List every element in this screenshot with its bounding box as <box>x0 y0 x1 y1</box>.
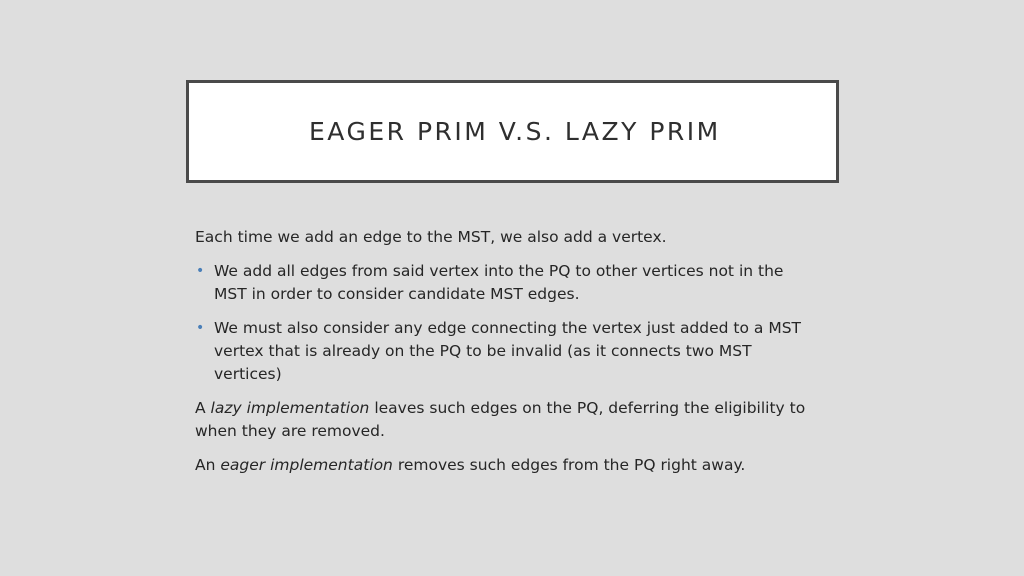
eager-emphasis: eager implementation <box>220 456 393 474</box>
bullet-text: We add all edges from said vertex into the PQ to other vertices not in the MST in order to consider candidate MST edges. <box>214 262 784 303</box>
eager-prefix: An <box>195 456 221 474</box>
slide-body <box>195 226 815 488</box>
eager-rest: removes such edges from the PQ right away. <box>392 456 746 474</box>
intro-paragraph: Each time we add an edge to the MST, we also add a vertex. <box>195 228 667 246</box>
bullet-item <box>195 317 815 386</box>
lazy-paragraph <box>195 397 815 443</box>
eager-paragraph <box>195 454 815 477</box>
slide-title: EAGER PRIM V.S. LAZY PRIM <box>309 117 721 146</box>
slide-title-box <box>186 80 839 183</box>
lazy-prefix: A <box>195 399 211 417</box>
lazy-emphasis: lazy implementation <box>210 399 370 417</box>
bullet-dot-icon: • <box>196 263 205 279</box>
lazy-rest: leaves such edges on the PQ, deferring the eligibility to when they are removed. <box>195 399 806 440</box>
bullet-text: We must also consider any edge connecting the vertex just added to a MST vertex that is already on the PQ to be invalid (as it connects two MST vertices) <box>214 319 802 383</box>
bullet-item <box>195 260 815 306</box>
bullet-dot-icon: • <box>196 320 205 336</box>
